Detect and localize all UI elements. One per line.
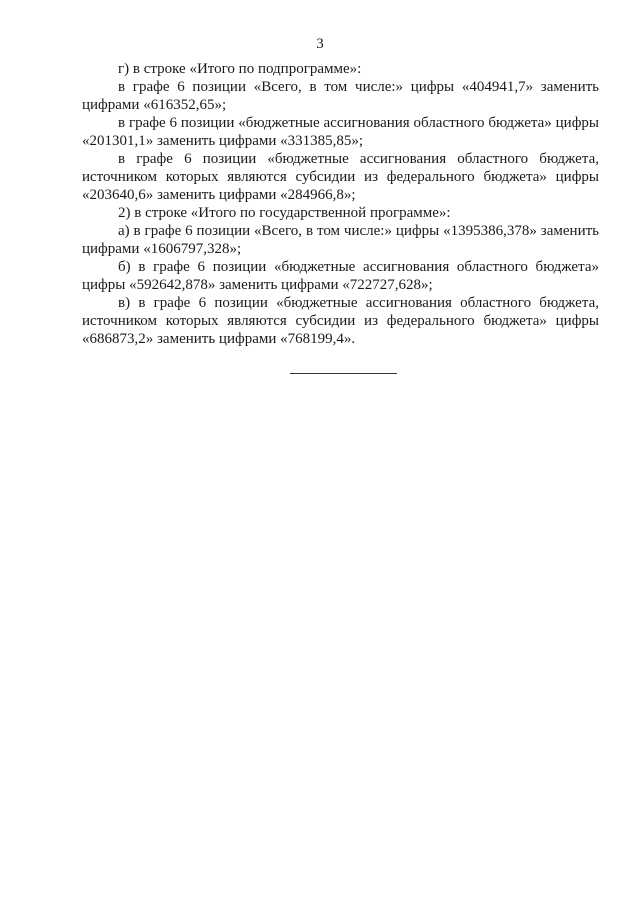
paragraph-subprogram-total: г) в строке «Итого по подпрограмме»: (118, 61, 362, 77)
document-body (82, 60, 599, 348)
paragraph-subprogram-federal-subsidies: в графе 6 позиции «бюджетные ассигнования областного бюджета, источником которых являются субсидии из федерального бюджета» цифры «203640,6» заменить цифрами «284966,8»; (82, 151, 599, 203)
paragraph-subprogram-regional-budget: в графе 6 позиции «бюджетные ассигнования областного бюджета» цифры «201301,1» заменить цифрами «331385,85»; (82, 115, 599, 149)
paragraph-program-total-all: а) в графе 6 позиции «Всего, в том числе:» цифры «1395386,378» заменить цифрами «1606797,328»; (82, 223, 599, 257)
page-number: 3 (316, 36, 324, 52)
paragraph-program-total: 2) в строке «Итого по государственной программе»: (118, 205, 451, 221)
paragraph-program-regional-budget: б) в графе 6 позиции «бюджетные ассигнования областного бюджета» цифры «592642,878» заменить цифрами «722727,628»; (82, 259, 599, 293)
paragraph-subprogram-total-all: в графе 6 позиции «Всего, в том числе:» цифры «404941,7» заменить цифрами «616352,65»; (82, 79, 599, 113)
paragraph-program-federal-subsidies: в) в графе 6 позиции «бюджетные ассигнования областного бюджета, источником которых являются субсидии из федерального бюджета» цифры «686873,2» заменить цифрами «768199,4». (82, 295, 599, 347)
end-separator-line (290, 373, 397, 374)
